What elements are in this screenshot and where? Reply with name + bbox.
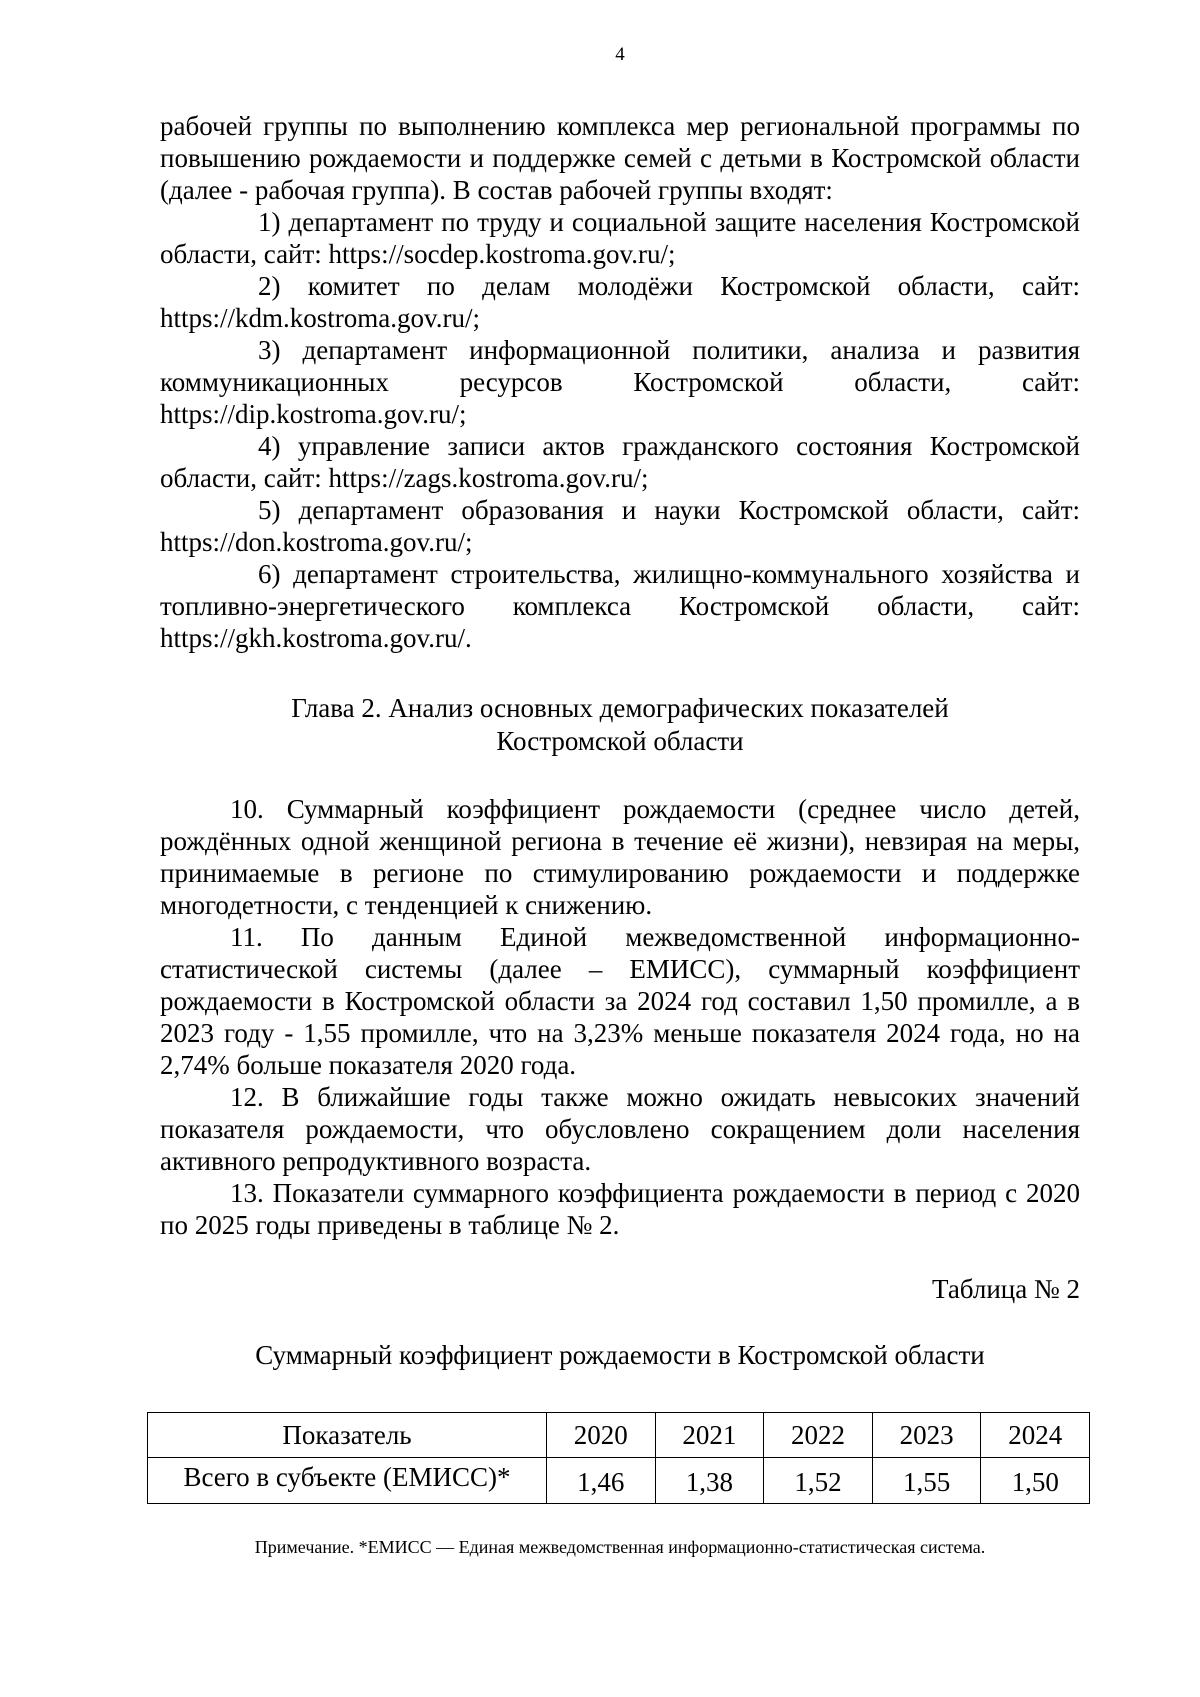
- table-note: Примечание. *ЕМИСС — Единая межведомственная информационно-статистическая система.: [254, 1537, 986, 1557]
- member-item-1: 1) департамент по труду и социальной защите населения Костромской области, сайт: https://socdep.kostroma.gov.ru/;: [160, 207, 1080, 269]
- table-cell: 1,52: [764, 1458, 873, 1504]
- member-item-2: 2) комитет по делам молодёжи Костромской области, сайт: https://kdm.kostroma.gov.ru/;: [160, 271, 1080, 333]
- chapter-heading-line-2: Костромской области: [496, 726, 744, 756]
- table-header-cell: 2020: [547, 1413, 656, 1458]
- paragraph-11: 11. По данным Единой межведомственной информационно-статистической системы (далее – ЕМИСС), суммарный коэффициент рождаемости в Костромской области за 2024 год составил 1,50 промилле, а в 2023 году - 1,55 промилле, что на 3,23% меньше показателя 2024 года, но на 2,74% больше показателя 2020 года.: [160, 922, 1080, 1080]
- table-header-cell: Показатель: [148, 1413, 547, 1458]
- birth-rate-table: [147, 1412, 1090, 1504]
- paragraph-12: 12. В ближайшие годы также можно ожидать невысоких значений показателя рождаемости, что обусловлено сокращением доли населения активного репродуктивного возраста.: [160, 1082, 1080, 1176]
- table-cell: 1,38: [655, 1458, 764, 1504]
- page-number: 4: [615, 44, 625, 65]
- member-item-3: 3) департамент информационной политики, анализа и развития коммуникационных ресурсов Костромской области, сайт: https://dip.kostroma.gov.ru/;: [160, 335, 1080, 429]
- member-item-4: 4) управление записи актов гражданского состояния Костромской области, сайт: https://zags.kostroma.gov.ru/;: [160, 431, 1080, 493]
- document-body: [160, 110, 1080, 1371]
- paragraph-13: 13. Показатели суммарного коэффициента рождаемости в период с 2020 по 2025 годы приведены в таблице № 2.: [160, 1178, 1080, 1240]
- intro-paragraph: рабочей группы по выполнению комплекса мер региональной программы по повышению рождаемости и поддержке семей с детьми в Костромской области (далее - рабочая группа). В состав рабочей группы входят:: [160, 111, 1080, 205]
- table-cell: 1,46: [547, 1458, 656, 1504]
- table-header-cell: 2022: [764, 1413, 873, 1458]
- chapter-heading-line-1: Глава 2. Анализ основных демографических показателей: [291, 693, 949, 723]
- chapter-heading: [160, 692, 1080, 758]
- table-title: Суммарный коэффициент рождаемости в Костромской области: [255, 1340, 985, 1370]
- table-header-row: [148, 1413, 1090, 1458]
- table-cell: 1,55: [872, 1458, 981, 1504]
- table-cell: 1,50: [981, 1458, 1090, 1504]
- table-row: [148, 1458, 1090, 1504]
- member-item-5: 5) департамент образования и науки Костромской области, сайт: https://don.kostroma.gov.ru/;: [160, 495, 1080, 557]
- table-header-cell: 2024: [981, 1413, 1090, 1458]
- table-header-cell: 2023: [872, 1413, 981, 1458]
- table-cell: Всего в субъекте (ЕМИСС)*: [148, 1458, 547, 1504]
- member-item-6: 6) департамент строительства, жилищно-коммунального хозяйства и топливно-энергетического комплекса Костромской области, сайт: https://gkh.kostroma.gov.ru/.: [160, 559, 1080, 653]
- table-number: Таблица № 2: [932, 1274, 1080, 1304]
- table-header-cell: 2021: [655, 1413, 764, 1458]
- paragraph-10: 10. Суммарный коэффициент рождаемости (среднее число детей, рождённых одной женщиной региона в течение её жизни), невзирая на меры, принимаемые в регионе по стимулированию рождаемости и поддержке многодетности, с тенденцией к снижению.: [160, 794, 1080, 920]
